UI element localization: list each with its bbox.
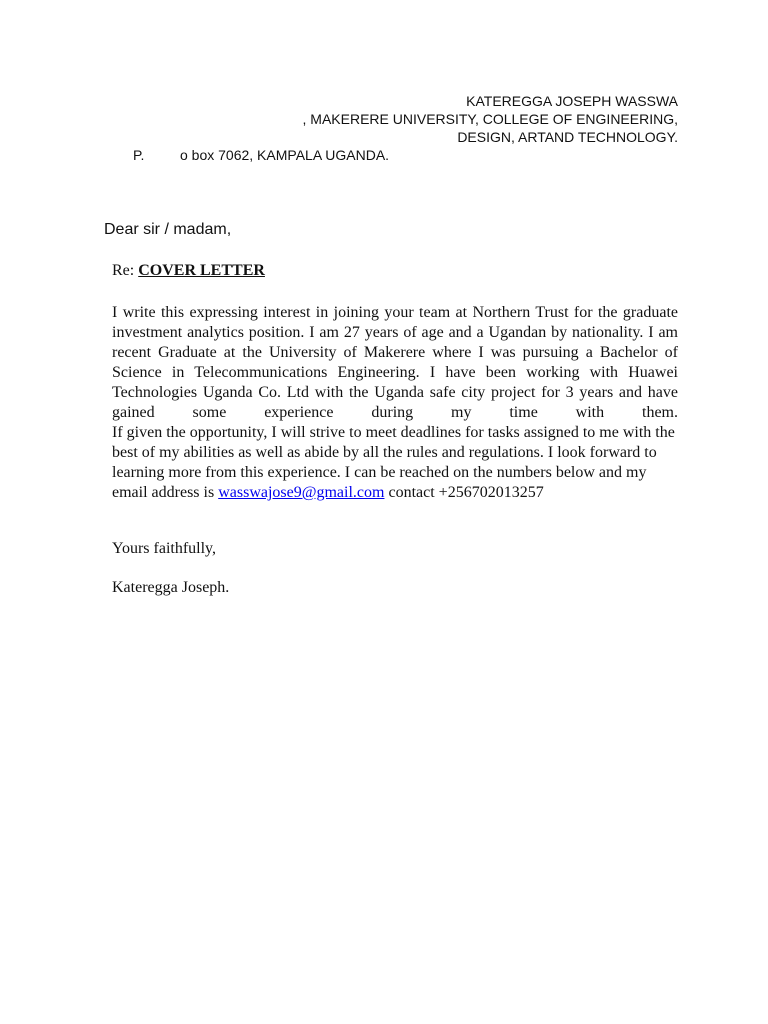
body-paragraph: I write this expressing interest in joining your team at Northern Trust for the graduate investment analytics position. I am 27 years of age and a Ugandan by nationality. I am recent Graduate at the University of Makerere where I was pursuing a Bachelor of Science in Telecommunications Engineering. I have been working with Huawei Technologies Uganda Co. Ltd with the Uganda safe city project for 3 years and have gained some experience during my time with them. [112, 304, 678, 421]
letter-body [112, 303, 678, 503]
sender-name: KATEREGGA JOSEPH WASSWA [466, 93, 678, 109]
subject-line [112, 261, 265, 281]
sender-address-line: , MAKERERE UNIVERSITY, COLLEGE OF ENGINEERING, [302, 111, 678, 127]
po-box-prefix: P. [133, 147, 145, 163]
body-paragraph-text: If given the opportunity, I will strive to meet deadlines for tasks assigned to me with the best of my abilities as well as abide by all the rules and regulations. I look forward to learning more from this experience. I can be reached on the numbers below and my email address is [112, 424, 675, 501]
sender-address-line: DESIGN, ARTAND TECHNOLOGY. [457, 129, 678, 145]
po-box-line [133, 146, 389, 164]
greeting: Dear sir / madam, [104, 221, 232, 238]
subject-title: COVER LETTER [138, 262, 265, 279]
signature-name: Kateregga Joseph. [112, 579, 230, 596]
po-box-address: o box 7062, KAMPALA UGANDA. [180, 147, 390, 163]
body-paragraph [112, 423, 678, 503]
email-link[interactable]: wasswajose9@gmail.com [218, 484, 385, 501]
subject-prefix: Re: [112, 262, 139, 279]
closing: Yours faithfully, [112, 540, 217, 557]
contact-number: contact +256702013257 [384, 484, 544, 501]
